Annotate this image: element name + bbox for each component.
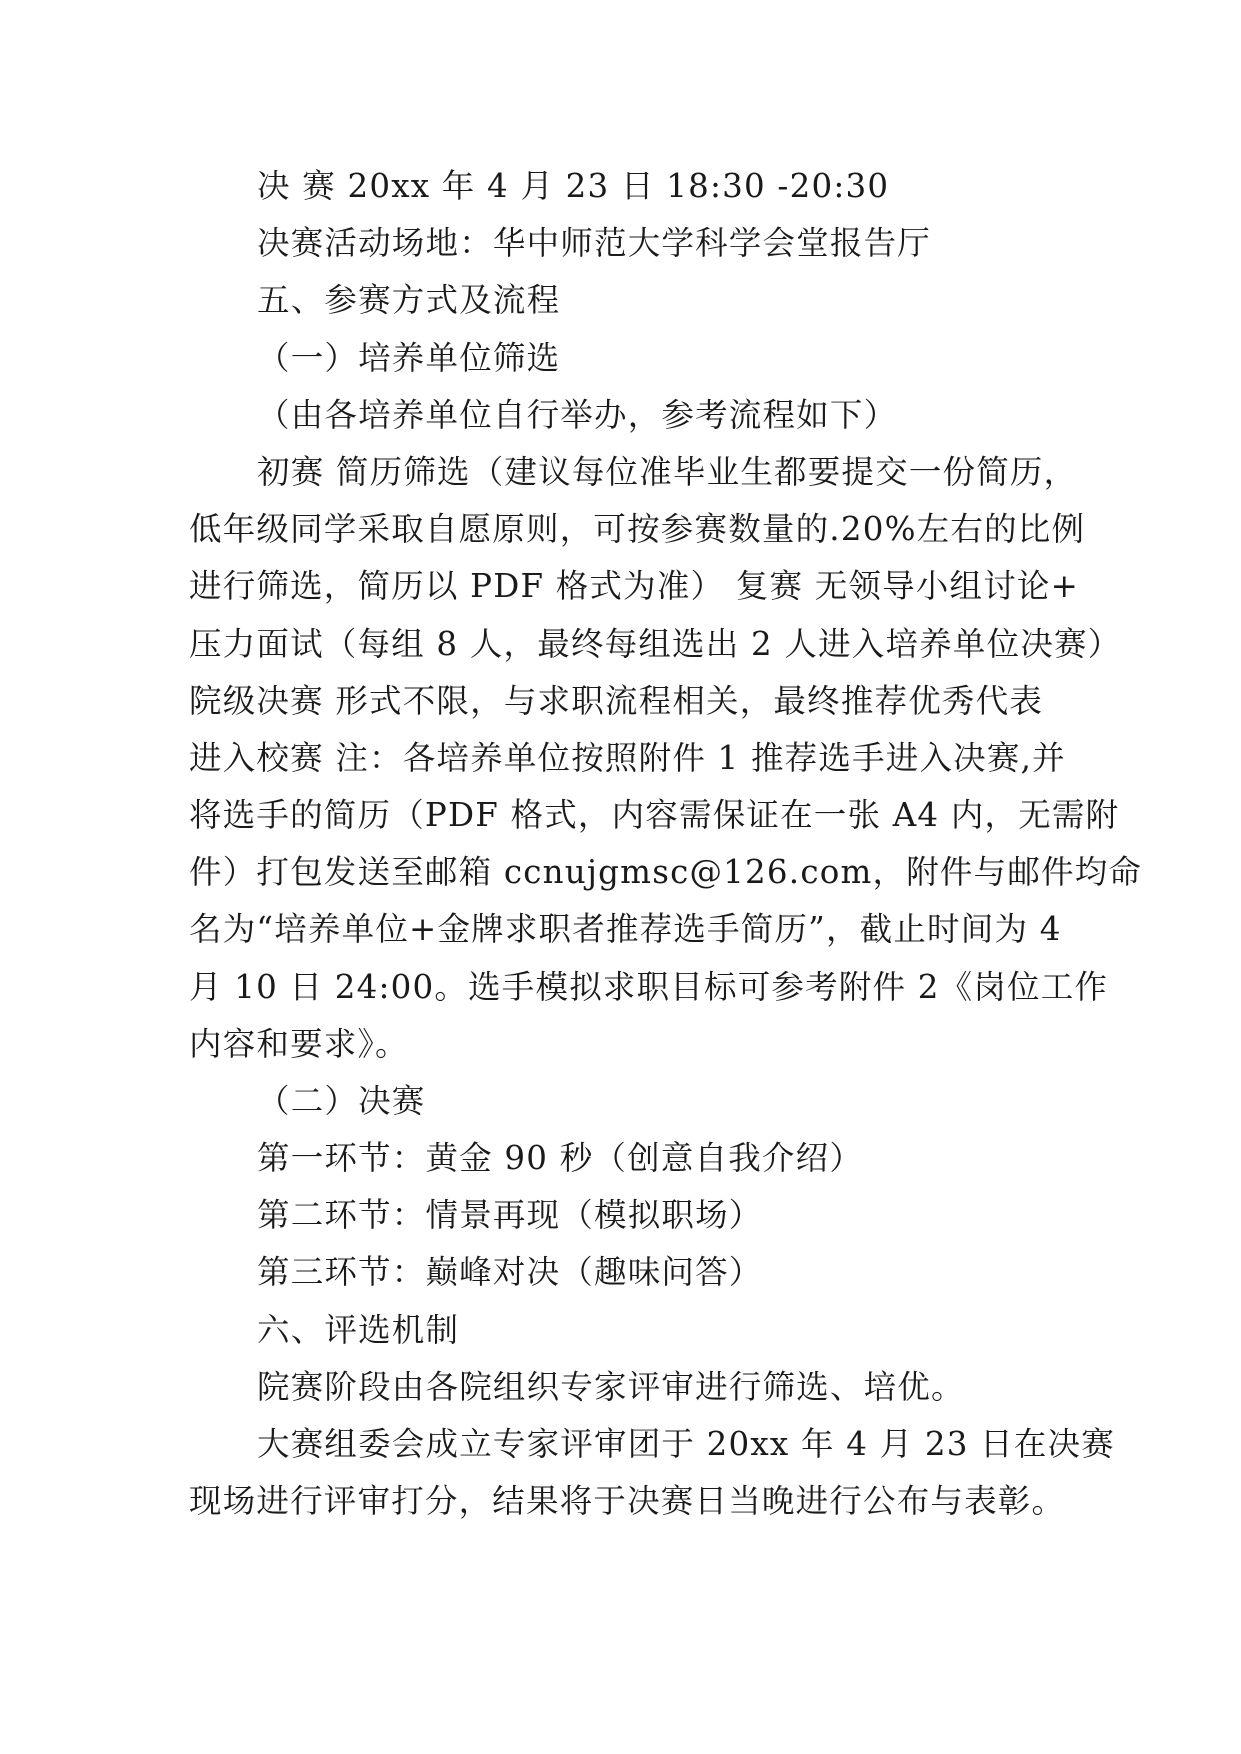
paragraph-line: 院赛阶段由各院组织专家评审进行筛选、培优。 — [257, 1368, 965, 1406]
paragraph-line: 件）打包发送至邮箱 ccnujgmsc@126.com，附件与邮件均命 — [189, 853, 1143, 891]
paragraph-line: 压力面试（每组 8 人，最终每组选出 2 人进入培养单位决赛） — [189, 625, 1122, 663]
paragraph-line: 初赛 简历筛选（建议每位准毕业生都要提交一份简历， — [257, 453, 1078, 491]
subsection-heading-1: （一）培养单位筛选 — [257, 339, 561, 377]
list-item: 第三环节：巅峰对决（趣味问答） — [257, 1253, 763, 1291]
paragraph-line: 低年级同学采取自愿原则，可按参赛数量的.20%左右的比例 — [189, 510, 1086, 548]
paragraph-line: 进入校赛 注：各培养单位按照附件 1 推荐选手进入决赛,并 — [189, 739, 1066, 777]
paragraph-line: 月 10 日 24:00。选手模拟求职目标可参考附件 2《岗位工作 — [189, 968, 1109, 1006]
paragraph-line: 大赛组委会成立专家评审团于 20xx 年 4 月 23 日在决赛 — [257, 1425, 1115, 1463]
section-heading-6: 六、评选机制 — [257, 1311, 460, 1349]
subsection-heading-2: （二）决赛 — [257, 1082, 426, 1120]
list-item: 第二环节：情景再现（模拟职场） — [257, 1196, 763, 1234]
section-heading-5: 五、参赛方式及流程 — [257, 281, 561, 319]
paragraph-line: （由各培养单位自行举办，参考流程如下） — [257, 396, 898, 434]
paragraph-line: 名为“培养单位+金牌求职者推荐选手简历”，截止时间为 4 — [189, 910, 1062, 948]
final-venue-line: 决赛活动场地：华中师范大学科学会堂报告厅 — [257, 224, 932, 262]
paragraph-line: 进行筛选，简历以 PDF 格式为准） 复赛 无领导小组讨论+ — [189, 567, 1080, 605]
final-time-line: 决 赛 20xx 年 4 月 23 日 18:30 -20:30 — [257, 167, 890, 205]
paragraph-line: 将选手的简历（PDF 格式，内容需保证在一张 A4 内，无需附 — [189, 796, 1120, 834]
list-item: 第一环节：黄金 90 秒（创意自我介绍） — [257, 1139, 864, 1177]
paragraph-line: 院级决赛 形式不限，与求职流程相关，最终推荐优秀代表 — [189, 682, 1044, 720]
paragraph-line: 现场进行评审打分，结果将于决赛日当晚进行公布与表彰。 — [189, 1482, 1066, 1520]
paragraph-line: 内容和要求》。 — [189, 1025, 409, 1063]
